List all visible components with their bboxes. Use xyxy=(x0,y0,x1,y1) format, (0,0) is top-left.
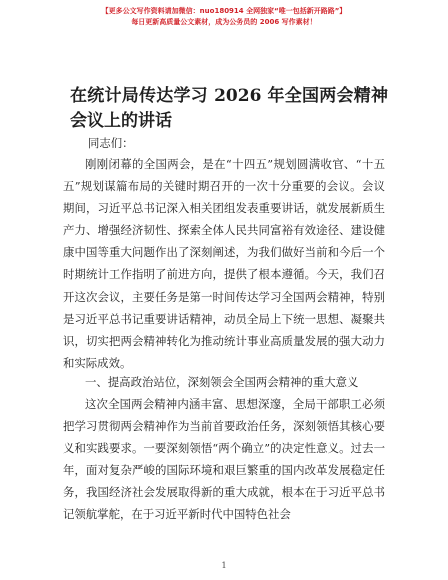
body-paragraph-2: 这次全国两会精神内涵丰富、思想深邃，全局干部职工必须把学习贯彻两会精神作为当前首要政治任务，深刻领悟其核心要义和实践要求。一要深刻领悟“两个确立”的决定性意义。过去一年，面对复杂严峻的国际环境和艰巨繁重的国内改革发展稳定任务，我国经济社会发展取得新的重大成就，根本在于习近平总书记领航掌舵，在于习近平新时代中国特色社会 xyxy=(63,397,385,522)
salutation: 同志们： xyxy=(88,136,134,150)
promo-banner-line-1: 【更多公文写作资料请加微信：nuo180914 全网独家“唯一包括新开路路”】 xyxy=(101,7,347,15)
document-title: 在统计局传达学习 2026 年全国两会精神会议上的讲话 xyxy=(70,86,388,131)
promo-banner-line-2: 每日更新高质量公文素材，成为公务员的 2006 写作素材！ xyxy=(131,18,317,26)
body-paragraph-1: 刚刚闭幕的全国两会，是在“十四五”规划圆满收官、“十五五”规划谋篇布局的关键时期召开的一次十分重要的会议。会议期间，习近平总书记深入相关团组发表重要讲话，就发展新质生产力、增强经济韧性、探索全体人民共同富裕有效途径、建设健康中国等重大问题作出了深刻阐述，为我们做好当前和今后一个时期统计工作指明了前进方向，提供了根本遵循。今天，我们召开这次会议，主要任务是第一时间传达学习全国两会精神，特别是习近平总书记重要讲话精神，动员全局上下统一思想、凝聚共识，切实把两会精神转化为推动统计事业高质量发展的强大动力和实际成效。 xyxy=(63,157,385,370)
section-heading-1: 一、提高政治站位，深刻领会全国两会精神的重大意义 xyxy=(85,375,359,389)
page-number: 1 xyxy=(221,561,227,570)
